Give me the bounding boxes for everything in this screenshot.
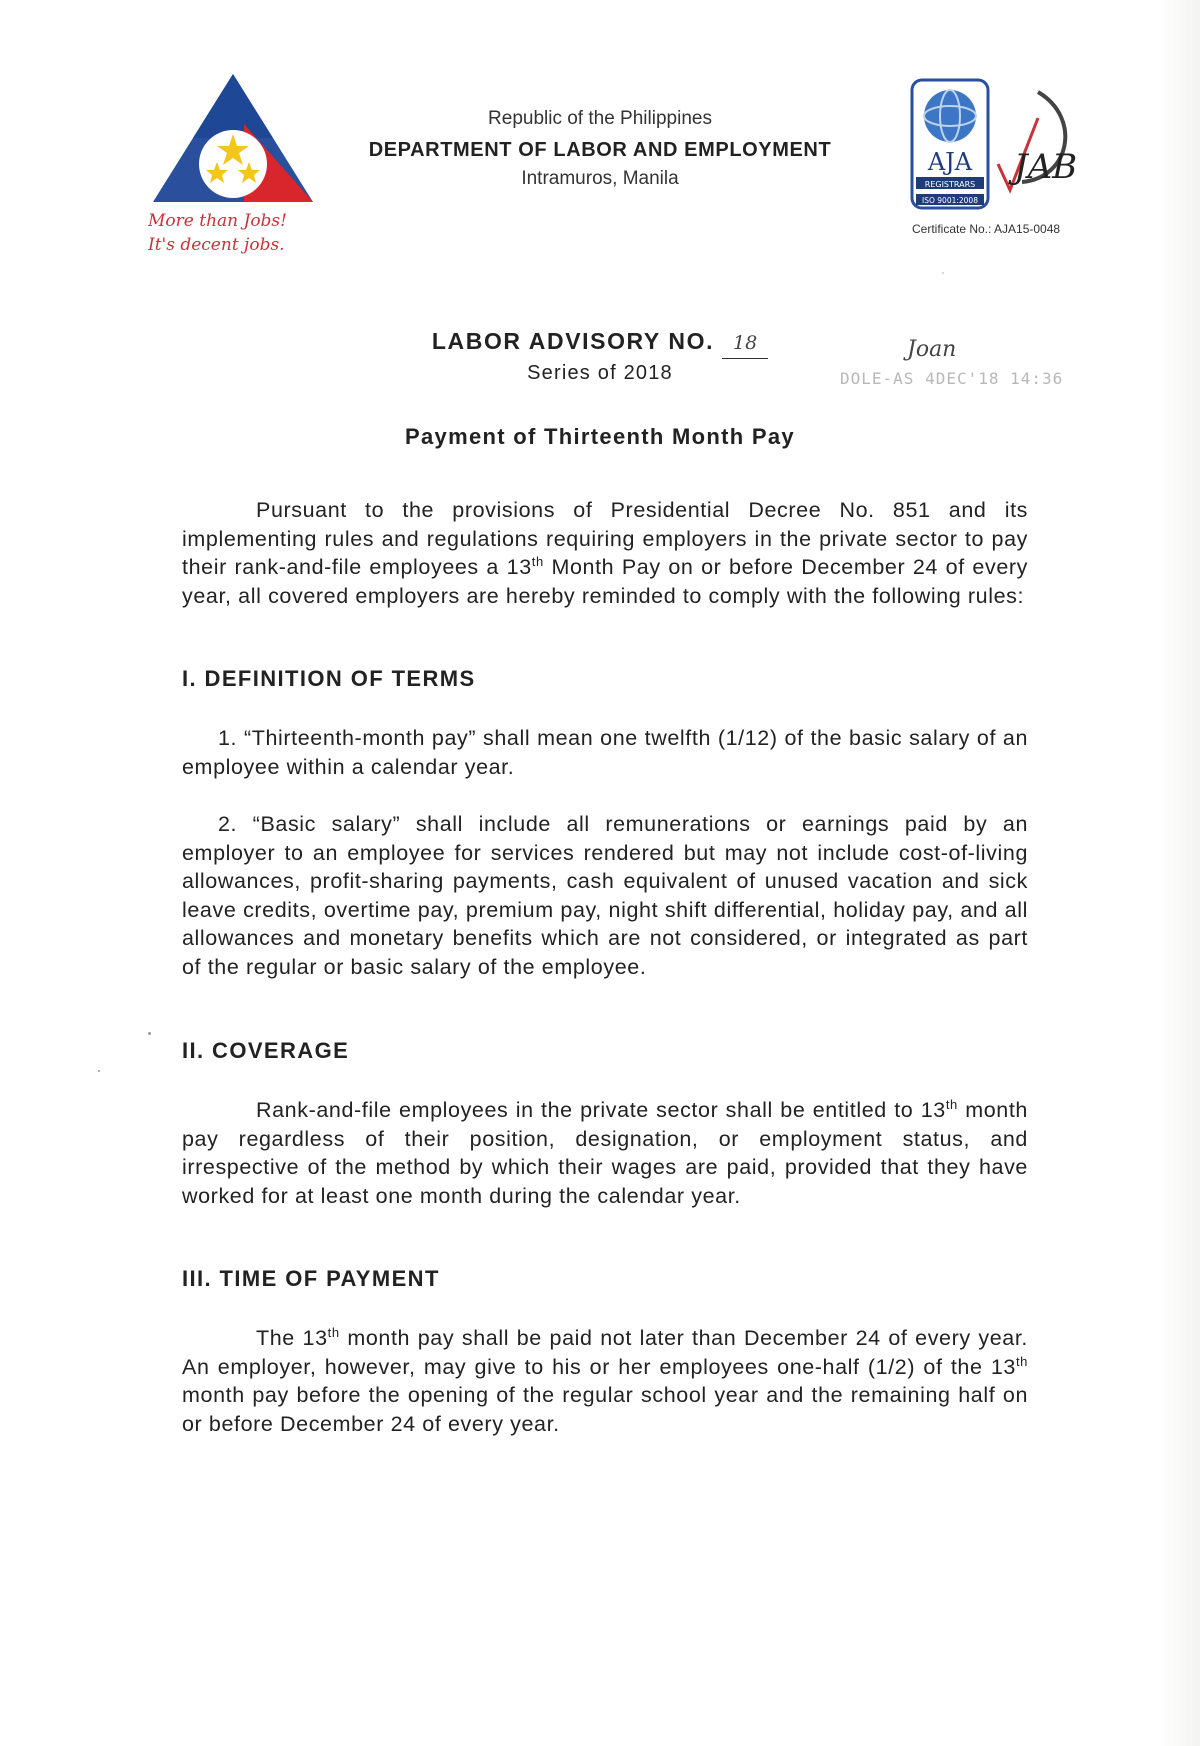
coverage-text-part1: Rank-and-file employees in the private sector shall be entitled to 13 xyxy=(256,1098,946,1122)
intro-text-part1: Pursuant to the provisions of Presidential Decree No. 851 and its implementing rules and regulations requiring employers in the private sector to pay their rank-and-file employees a 13 xyxy=(182,498,1028,580)
payment-text-part3: month pay before the opening of the regular school year and the remaining half on or before December 24 of every year. xyxy=(182,1383,1028,1436)
aja-iso: ISO 9001:2008 xyxy=(922,196,978,205)
intro-superscript: th xyxy=(531,554,544,570)
dole-motto-line1: More than Jobs! xyxy=(148,211,287,231)
intro-text-part2: Month Pay on or before December 24 of every year, all covered employers are hereby reminded to comply with the following rules: xyxy=(182,555,1028,608)
intro-paragraph xyxy=(182,496,1028,610)
advisory-title-prefix: LABOR ADVISORY NO. xyxy=(431,328,715,354)
scan-speck xyxy=(98,1070,100,1072)
definition-item-2: 2. “Basic salary” shall include all remunerations or earnings paid by an employer to an employee for services rendered but may not include cost-of-living allowances, profit-sharing payments, cash equivalent of unused vacation and sick leave credits, overtime pay, premium pay, night shift differential, holiday pay, and all allowances and monetary benefits which are not considered, or integrated as part of the regular or basic salary of the employee. xyxy=(182,812,1028,979)
definition-item-1: 1. “Thirteenth-month pay” shall mean one twelfth (1/12) of the basic salary of an employee within a calendar year. xyxy=(182,726,1028,779)
scan-speck xyxy=(942,272,944,274)
section-heading-coverage: II. COVERAGE xyxy=(182,1038,350,1063)
received-stamp: DOLE-AS 4DEC'18 14:36 xyxy=(840,369,1064,388)
department-name: DEPARTMENT OF LABOR AND EMPLOYMENT xyxy=(368,139,832,161)
received-by-signature: Joan xyxy=(907,337,957,362)
section-heading-time-of-payment: III. TIME OF PAYMENT xyxy=(182,1266,440,1291)
payment-superscript-2: th xyxy=(1015,1353,1028,1369)
coverage-text-part2: month pay regardless of their position, designation, or employment status, and irrespective of the method by which their wages are paid, provided that they have worked for at least one month during the calendar year. xyxy=(182,1098,1028,1208)
section-heading-definition-of-terms: I. DEFINITION OF TERMS xyxy=(182,666,476,691)
coverage-paragraph xyxy=(182,1096,1028,1210)
advisory-subject: Payment of Thirteenth Month Pay xyxy=(405,424,795,449)
republic-line: Republic of the Philippines xyxy=(488,108,712,129)
dole-motto-line2: It's decent jobs. xyxy=(148,235,285,255)
payment-superscript-1: th xyxy=(327,1325,340,1340)
jab-label: JAB xyxy=(1014,147,1078,187)
advisory-series: Series of 2018 xyxy=(527,362,673,384)
scan-speck xyxy=(148,1032,151,1035)
aja-registrars: REGISTRARS xyxy=(924,180,976,189)
aja-label: AJA xyxy=(927,148,973,176)
time-of-payment-paragraph xyxy=(182,1324,1028,1438)
advisory-number: 18 xyxy=(722,328,768,359)
advisory-title xyxy=(350,326,850,359)
letterhead xyxy=(330,106,870,192)
dole-logo-icon xyxy=(148,68,318,258)
payment-text-part1: The 13 xyxy=(256,1326,328,1350)
coverage-superscript: th xyxy=(945,1097,958,1112)
department-location: Intramuros, Manila xyxy=(521,168,679,189)
advisory-title-block xyxy=(350,326,850,387)
payment-text-part2: month pay shall be paid not later than December 24 of every year. An employer, however, may give to his or her employees one-half (1/2) of the 13 xyxy=(182,1326,1028,1379)
aja-certification-logo-icon xyxy=(910,78,1080,218)
page-edge-shadow xyxy=(1160,0,1200,1746)
certificate-number: Certificate No.: AJA15-0048 xyxy=(912,222,1061,236)
